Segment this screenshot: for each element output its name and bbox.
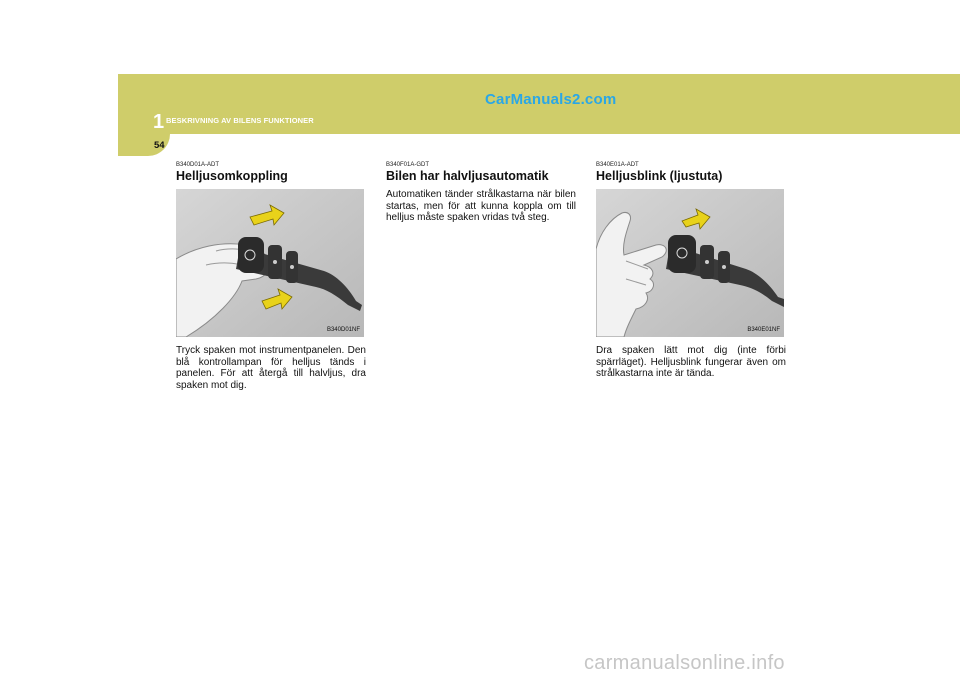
figure-lever-push xyxy=(176,189,364,337)
section-heading: Bilen har halvljusautomatik xyxy=(386,169,549,183)
section-high-beam-switch xyxy=(176,162,366,391)
figure-label: B340D01NF xyxy=(326,327,360,333)
section-text: Automatiken tänder strålkastarna när bilen startas, men för att kunna koppla om till helljus måste spaken vridas två steg. xyxy=(386,189,576,224)
section-heading: Helljusomkoppling xyxy=(176,169,288,183)
section-text: Tryck spaken mot instrumentpanelen. Den blå kontrollampan för helljus tänds i panelen. För att återgå till halvljus, dra spaken mot dig. xyxy=(176,345,366,391)
lever-illustration xyxy=(596,189,784,337)
chapter-number: 1 xyxy=(153,111,165,133)
chapter-title: BESKRIVNING AV BILENS FUNKTIONER xyxy=(166,116,314,125)
top-watermark[interactable]: CarManuals2.com xyxy=(485,91,617,108)
figure-label: B340E01NF xyxy=(747,327,780,333)
section-code: B340F01A-GDT xyxy=(386,162,430,168)
section-text: Dra spaken lätt mot dig (inte förbi spärrläget). Helljusblink fungerar även om strålkastarna inte är tända. xyxy=(596,345,786,380)
section-heading: Helljusblink (ljustuta) xyxy=(596,169,723,183)
section-code: B340E01A-ADT xyxy=(596,162,639,168)
lever-illustration xyxy=(176,189,364,337)
section-auto-low-beam xyxy=(386,162,576,224)
bottom-watermark[interactable]: carmanualsonline.info xyxy=(584,652,785,674)
figure-lever-pull xyxy=(596,189,784,337)
section-code: B340D01A-ADT xyxy=(176,162,220,168)
page-number: 54 xyxy=(154,140,165,151)
section-high-beam-flash xyxy=(596,162,786,380)
